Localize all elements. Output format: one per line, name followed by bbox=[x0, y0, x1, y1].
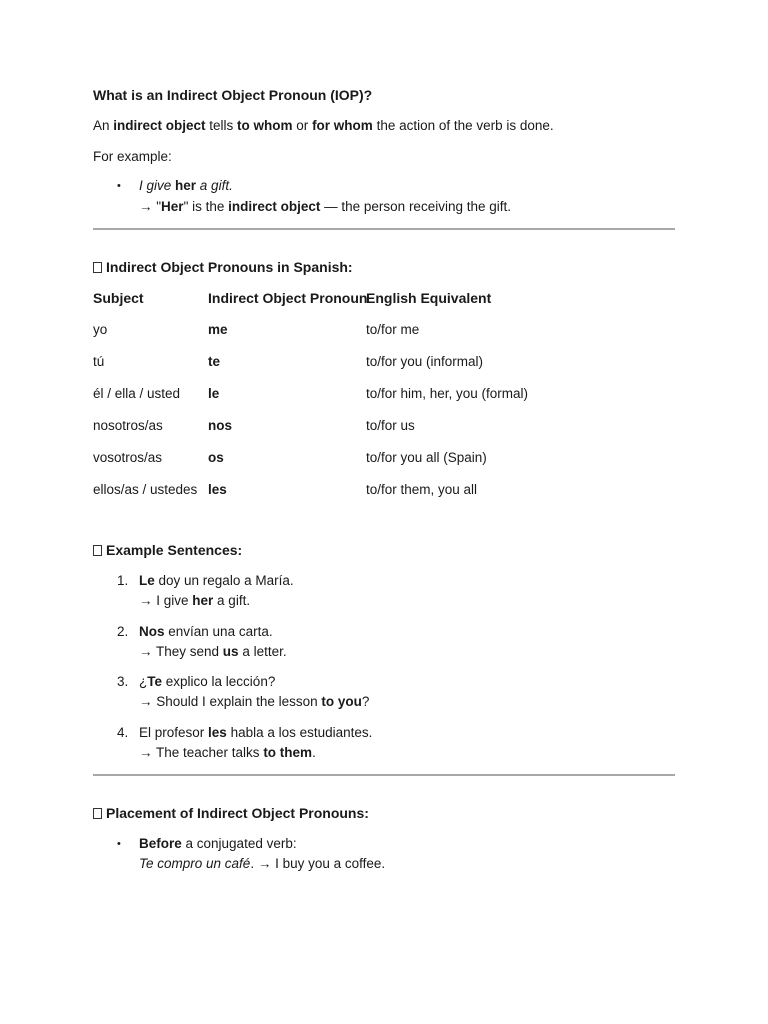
list-number: 4. bbox=[117, 725, 129, 740]
box-icon bbox=[93, 262, 102, 273]
spanish-sentence: Le doy un regalo a María. bbox=[139, 573, 294, 588]
table-cell-pronoun: nos bbox=[208, 418, 233, 433]
box-icon bbox=[93, 808, 102, 819]
table-cell-english: to/for us bbox=[366, 418, 415, 433]
english-translation: → They send us a letter. bbox=[139, 644, 287, 659]
bullet-icon: • bbox=[117, 180, 121, 192]
english-translation: → Should I explain the lesson to you? bbox=[139, 694, 370, 709]
english-translation: → I give her a gift. bbox=[139, 593, 251, 608]
divider bbox=[93, 774, 675, 776]
table-cell-subject: él / ella / usted bbox=[93, 386, 181, 401]
definition-paragraph: An indirect object tells to whom or for whom the action of the verb is done. bbox=[93, 118, 554, 133]
section-title-placement: Placement of Indirect Object Pronouns: bbox=[93, 805, 369, 821]
table-cell-pronoun: os bbox=[208, 450, 224, 465]
for-example-label: For example: bbox=[93, 149, 172, 164]
table-cell-subject: vosotros/as bbox=[93, 450, 163, 465]
section-title-iop: What is an Indirect Object Pronoun (IOP)? bbox=[93, 87, 373, 103]
list-number: 2. bbox=[117, 624, 129, 639]
table-cell-pronoun: te bbox=[208, 354, 221, 369]
list-item bbox=[93, 725, 675, 767]
table-cell-subject: nosotros/as bbox=[93, 418, 163, 433]
section-title-examples: Example Sentences: bbox=[93, 542, 242, 558]
bullet-icon: • bbox=[117, 838, 121, 850]
table-cell-pronoun: me bbox=[208, 322, 228, 337]
example-explanation: → "Her" is the indirect object — the person receiving the gift. bbox=[139, 199, 511, 214]
table-cell-english: to/for you all (Spain) bbox=[366, 450, 487, 465]
spanish-sentence: ¿Te explico la lección? bbox=[139, 674, 276, 689]
table-cell-subject: ellos/as / ustedes bbox=[93, 482, 198, 497]
table-header-pronoun: Indirect Object Pronoun bbox=[208, 290, 368, 306]
example-list-item bbox=[93, 178, 675, 220]
section-title-pronouns: Indirect Object Pronouns in Spanish: bbox=[93, 259, 353, 275]
example-sentence: I give her a gift. bbox=[139, 178, 233, 193]
table-cell-english: to/for me bbox=[366, 322, 420, 337]
table-cell-english: to/for them, you all bbox=[366, 482, 478, 497]
list-item bbox=[93, 573, 675, 615]
spanish-sentence: Nos envían una carta. bbox=[139, 624, 273, 639]
list-number: 3. bbox=[117, 674, 129, 689]
box-icon bbox=[93, 545, 102, 556]
table-cell-english: to/for him, her, you (formal) bbox=[366, 386, 529, 401]
table-header-english: English Equivalent bbox=[366, 290, 492, 306]
list-item bbox=[93, 674, 675, 716]
table-cell-subject: tú bbox=[93, 354, 105, 369]
divider bbox=[93, 228, 675, 230]
placement-rule: Before a conjugated verb: bbox=[139, 836, 297, 851]
table-cell-subject: yo bbox=[93, 322, 108, 337]
table-cell-pronoun: les bbox=[208, 482, 227, 497]
spanish-sentence: El profesor les habla a los estudiantes. bbox=[139, 725, 373, 740]
list-number: 1. bbox=[117, 573, 129, 588]
placement-list-item bbox=[93, 836, 675, 878]
english-translation: → The teacher talks to them. bbox=[139, 745, 316, 760]
list-item bbox=[93, 624, 675, 666]
placement-example: Te compro un café. → I buy you a coffee. bbox=[139, 856, 386, 871]
table-header-subject: Subject bbox=[93, 290, 144, 306]
table-cell-pronoun: le bbox=[208, 386, 220, 401]
table-cell-english: to/for you (informal) bbox=[366, 354, 484, 369]
